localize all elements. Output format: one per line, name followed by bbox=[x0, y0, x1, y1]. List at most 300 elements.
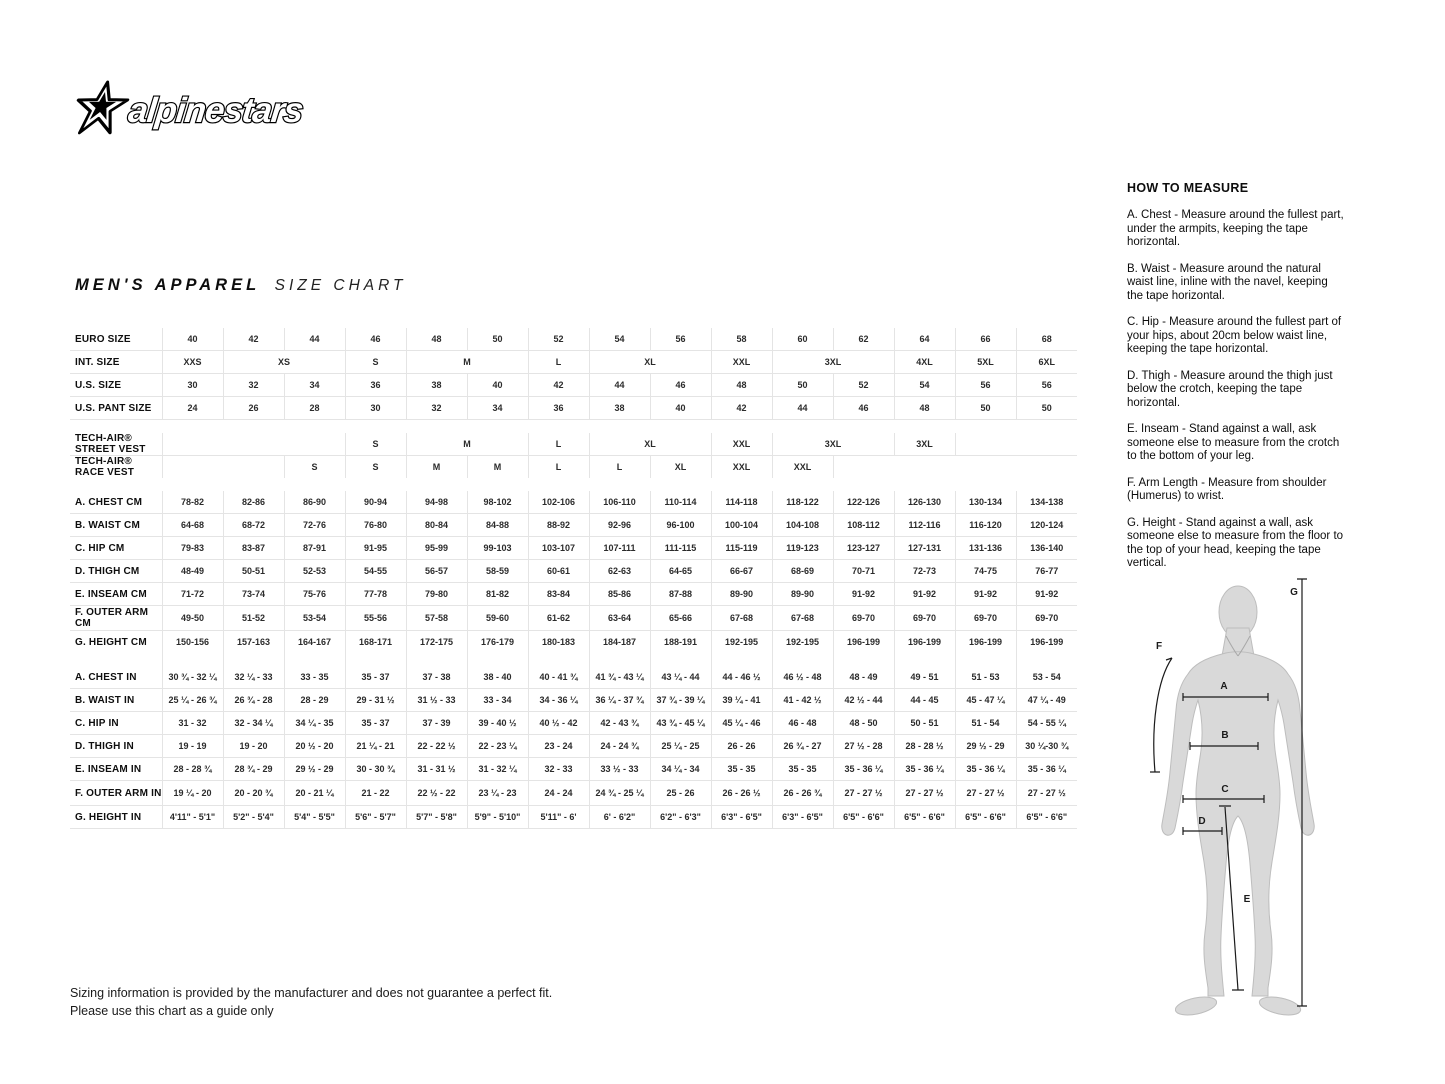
size-cell: 72-73 bbox=[894, 560, 955, 583]
how-to-measure-heading: HOW TO MEASURE bbox=[1127, 181, 1249, 195]
size-cell: XS bbox=[223, 351, 345, 374]
size-cell: 33 - 34 bbox=[467, 689, 528, 712]
size-table-wrap bbox=[70, 328, 1078, 829]
row-label: B. WAIST IN bbox=[70, 689, 162, 712]
size-cell: 123-127 bbox=[833, 537, 894, 560]
table-row-b-waist-in bbox=[70, 689, 1077, 712]
size-cell: 55-56 bbox=[345, 606, 406, 631]
size-cell: 110-114 bbox=[650, 491, 711, 514]
size-cell: 63-64 bbox=[589, 606, 650, 631]
size-cell: 39 - 40 ½ bbox=[467, 712, 528, 735]
size-cell: 35 - 35 bbox=[772, 758, 833, 781]
figure-label-g: G bbox=[1290, 587, 1298, 598]
row-label: E. INSEAM IN bbox=[70, 758, 162, 781]
figure-label-e: E bbox=[1243, 894, 1251, 905]
gap-cell bbox=[650, 653, 711, 666]
size-cell: 34 - 36 ¼ bbox=[528, 689, 589, 712]
size-cell: 66-67 bbox=[711, 560, 772, 583]
size-cell: 42 bbox=[223, 328, 284, 351]
size-cell: 34 ¼ - 35 bbox=[284, 712, 345, 735]
size-cell: 6'3" - 6'5" bbox=[711, 806, 772, 829]
gap-cell bbox=[894, 653, 955, 666]
size-cell: 44 bbox=[772, 397, 833, 420]
size-cell: 68 bbox=[1016, 328, 1077, 351]
figure-label-d: D bbox=[1198, 816, 1206, 827]
size-cell: 42 - 43 ¾ bbox=[589, 712, 650, 735]
size-cell: 20 - 20 ¾ bbox=[223, 781, 284, 806]
size-cell: 72-76 bbox=[284, 514, 345, 537]
size-cell: 126-130 bbox=[894, 491, 955, 514]
row-label: EURO SIZE bbox=[70, 328, 162, 351]
size-cell: 37 - 38 bbox=[406, 666, 467, 689]
blank-cell bbox=[955, 433, 1077, 456]
table-gap-row bbox=[70, 420, 1077, 434]
size-cell: 6XL bbox=[1016, 351, 1077, 374]
size-cell: 90-94 bbox=[345, 491, 406, 514]
size-cell: XL bbox=[589, 351, 711, 374]
size-cell: 28 - 28 ¾ bbox=[162, 758, 223, 781]
size-cell: 192-195 bbox=[711, 631, 772, 654]
size-cell: 96-100 bbox=[650, 514, 711, 537]
size-cell: 58 bbox=[711, 328, 772, 351]
row-label: F. OUTER ARM CM bbox=[70, 606, 162, 631]
size-cell: 32 ¼ - 33 bbox=[223, 666, 284, 689]
size-cell: 3XL bbox=[894, 433, 955, 456]
size-cell: 40 ½ - 42 bbox=[528, 712, 589, 735]
size-cell: 89-90 bbox=[711, 583, 772, 606]
size-cell: 24 - 24 bbox=[528, 781, 589, 806]
size-cell: 120-124 bbox=[1016, 514, 1077, 537]
size-cell: 28 - 28 ½ bbox=[894, 735, 955, 758]
size-cell: 36 bbox=[528, 397, 589, 420]
size-cell: 35 - 37 bbox=[345, 666, 406, 689]
size-cell: 106-110 bbox=[589, 491, 650, 514]
size-cell: 31 - 31 ½ bbox=[406, 758, 467, 781]
size-cell: 50 bbox=[955, 397, 1016, 420]
size-cell: 23 - 24 bbox=[528, 735, 589, 758]
size-cell: 58-59 bbox=[467, 560, 528, 583]
size-cell: 4'11" - 5'1" bbox=[162, 806, 223, 829]
size-cell: 84-88 bbox=[467, 514, 528, 537]
size-cell: 34 bbox=[284, 374, 345, 397]
size-cell: L bbox=[528, 351, 589, 374]
size-cell: 60-61 bbox=[528, 560, 589, 583]
size-cell: 20 ½ - 20 bbox=[284, 735, 345, 758]
size-cell: 34 bbox=[467, 397, 528, 420]
size-cell: 26 bbox=[223, 397, 284, 420]
logo-star-icon bbox=[72, 82, 132, 133]
arm-measure-curve bbox=[1150, 658, 1172, 772]
size-cell: 50 bbox=[467, 328, 528, 351]
gap-cell bbox=[467, 653, 528, 666]
size-cell: 180-183 bbox=[528, 631, 589, 654]
how-to-measure-panel bbox=[1127, 181, 1345, 584]
size-cell: 31 - 32 ¼ bbox=[467, 758, 528, 781]
size-cell: 30 bbox=[345, 397, 406, 420]
row-label: G. HEIGHT CM bbox=[75, 636, 147, 648]
size-cell: 61-62 bbox=[528, 606, 589, 631]
size-cell: 62 bbox=[833, 328, 894, 351]
size-cell: 54-55 bbox=[345, 560, 406, 583]
table-row-euro-size bbox=[70, 328, 1077, 351]
row-label: F. OUTER ARM IN bbox=[70, 781, 162, 806]
size-cell: 50 bbox=[1016, 397, 1077, 420]
size-cell: 104-108 bbox=[772, 514, 833, 537]
table-row-c-hip-in bbox=[70, 712, 1077, 735]
size-cell: 69-70 bbox=[1016, 606, 1077, 631]
size-cell: 131-136 bbox=[955, 537, 1016, 560]
size-cell: 35 - 36 ¼ bbox=[894, 758, 955, 781]
size-cell: 35 - 36 ¼ bbox=[955, 758, 1016, 781]
row-label: D. THIGH CM bbox=[70, 560, 162, 583]
size-cell: 40 bbox=[467, 374, 528, 397]
size-cell: 4XL bbox=[894, 351, 955, 374]
size-cell: M bbox=[406, 351, 528, 374]
size-cell: XXL bbox=[711, 433, 772, 456]
disclaimer-line-1: Sizing information is provided by the manufacturer and does not guarantee a perfect fit. bbox=[70, 986, 553, 1000]
size-cell: 67-68 bbox=[772, 606, 833, 631]
table-gap-row bbox=[70, 653, 1077, 666]
size-cell: M bbox=[406, 456, 467, 479]
blank-cell bbox=[162, 433, 345, 456]
size-cell: 45 - 47 ¼ bbox=[955, 689, 1016, 712]
size-cell: 95-99 bbox=[406, 537, 467, 560]
size-cell: 38 - 40 bbox=[467, 666, 528, 689]
row-label: U.S. PANT SIZE bbox=[70, 397, 162, 420]
size-cell: 91-92 bbox=[894, 583, 955, 606]
size-cell: M bbox=[406, 433, 528, 456]
gap-cell bbox=[772, 653, 833, 666]
size-cell: 134-138 bbox=[1016, 491, 1077, 514]
size-cell: 60 bbox=[772, 328, 833, 351]
size-cell: 6'5" - 6'6" bbox=[955, 806, 1016, 829]
size-cell: 168-171 bbox=[345, 631, 406, 654]
row-label: C. HIP IN bbox=[70, 712, 162, 735]
size-cell: 19 - 19 bbox=[162, 735, 223, 758]
table-row-a-chest-cm bbox=[70, 491, 1077, 514]
size-cell: 192-195 bbox=[772, 631, 833, 654]
size-cell: 48 - 50 bbox=[833, 712, 894, 735]
size-cell: 44 bbox=[284, 328, 345, 351]
size-cell: 77-78 bbox=[345, 583, 406, 606]
size-cell: 28 ¾ - 29 bbox=[223, 758, 284, 781]
size-cell: 196-199 bbox=[955, 631, 1016, 654]
measure-instruction-hip: C. Hip - Measure around the fullest part of your hips, about 20cm below waist line, keeping the tape horizontal. bbox=[1127, 316, 1342, 355]
size-cell: XXL bbox=[711, 456, 772, 479]
size-cell: L bbox=[528, 433, 589, 456]
size-cell: 46 bbox=[833, 397, 894, 420]
size-cell: 91-92 bbox=[1016, 583, 1077, 606]
size-cell: 51 - 53 bbox=[955, 666, 1016, 689]
table-row-e-inseam-cm bbox=[70, 583, 1077, 606]
size-cell: 38 bbox=[406, 374, 467, 397]
size-cell: 27 - 27 ½ bbox=[955, 781, 1016, 806]
size-cell: 31 ½ - 33 bbox=[406, 689, 467, 712]
size-cell: 5'7" - 5'8" bbox=[406, 806, 467, 829]
size-cell: 87-91 bbox=[284, 537, 345, 560]
size-cell: 35 - 37 bbox=[345, 712, 406, 735]
size-cell: 6'2" - 6'3" bbox=[650, 806, 711, 829]
size-cell: M bbox=[467, 456, 528, 479]
size-cell: 88-92 bbox=[528, 514, 589, 537]
size-cell: 45 ¼ - 46 bbox=[711, 712, 772, 735]
size-cell: 29 ½ - 29 bbox=[284, 758, 345, 781]
row-label: B. WAIST CM bbox=[70, 514, 162, 537]
size-cell: 196-199 bbox=[1016, 631, 1077, 654]
size-cell: 107-111 bbox=[589, 537, 650, 560]
size-cell: 99-103 bbox=[467, 537, 528, 560]
size-cell: 81-82 bbox=[467, 583, 528, 606]
size-cell: 73-74 bbox=[223, 583, 284, 606]
row-label: TECH-AIR® RACE VEST bbox=[75, 456, 135, 478]
size-cell: 5'6" - 5'7" bbox=[345, 806, 406, 829]
gap-cell bbox=[223, 653, 284, 666]
gap-cell bbox=[162, 653, 223, 666]
size-cell: 46 ½ - 48 bbox=[772, 666, 833, 689]
disclaimer-line-2: Please use this chart as a guide only bbox=[70, 1003, 274, 1018]
size-cell: 46 - 48 bbox=[772, 712, 833, 735]
size-cell: 114-118 bbox=[711, 491, 772, 514]
size-cell: 54 bbox=[589, 328, 650, 351]
size-cell: 50 - 51 bbox=[894, 712, 955, 735]
size-cell: 38 bbox=[589, 397, 650, 420]
size-cell: 23 ¼ - 23 bbox=[467, 781, 528, 806]
size-cell: 83-84 bbox=[528, 583, 589, 606]
size-table bbox=[70, 328, 1077, 829]
size-cell: 50 bbox=[772, 374, 833, 397]
figure-label-f: F bbox=[1155, 641, 1163, 652]
size-cell: L bbox=[528, 456, 589, 479]
size-cell: 34 ¼ - 34 bbox=[650, 758, 711, 781]
figure-label-a: A bbox=[1220, 681, 1228, 692]
figure-label-b: B bbox=[1221, 730, 1229, 741]
size-cell: 130-134 bbox=[955, 491, 1016, 514]
size-cell: S bbox=[345, 433, 406, 456]
size-cell: 24 bbox=[162, 397, 223, 420]
size-cell: 111-115 bbox=[650, 537, 711, 560]
table-gap-row bbox=[70, 478, 1077, 491]
size-cell: 57-58 bbox=[406, 606, 467, 631]
size-cell: 6'5" - 6'6" bbox=[1016, 806, 1077, 829]
size-cell: 26 - 26 ½ bbox=[711, 781, 772, 806]
size-cell: 21 - 22 bbox=[345, 781, 406, 806]
size-cell: 30 bbox=[162, 374, 223, 397]
size-cell: 19 - 20 bbox=[223, 735, 284, 758]
size-cell: 66 bbox=[955, 328, 1016, 351]
size-cell: 53 - 54 bbox=[1016, 666, 1077, 689]
size-cell: S bbox=[284, 456, 345, 479]
size-cell: 48 bbox=[711, 374, 772, 397]
size-cell: 196-199 bbox=[894, 631, 955, 654]
size-cell: 56 bbox=[1016, 374, 1077, 397]
size-cell: 56 bbox=[650, 328, 711, 351]
size-cell: XL bbox=[589, 433, 711, 456]
gap-cell bbox=[406, 653, 467, 666]
size-cell: 122-126 bbox=[833, 491, 894, 514]
gap-cell bbox=[284, 653, 345, 666]
gap-cell bbox=[70, 478, 1077, 491]
size-cell: 62-63 bbox=[589, 560, 650, 583]
size-cell: 102-106 bbox=[528, 491, 589, 514]
title-primary: MEN'S APPAREL bbox=[75, 276, 261, 294]
size-cell: L bbox=[589, 456, 650, 479]
size-cell: 127-131 bbox=[894, 537, 955, 560]
size-cell: 53-54 bbox=[284, 606, 345, 631]
table-row-f-outer-arm-in bbox=[70, 781, 1077, 806]
gap-cell bbox=[70, 420, 1077, 434]
size-cell: 70-71 bbox=[833, 560, 894, 583]
size-cell: 69-70 bbox=[833, 606, 894, 631]
size-cell: 56 bbox=[955, 374, 1016, 397]
size-cell: 150-156 bbox=[162, 631, 223, 654]
gap-cell bbox=[955, 653, 1016, 666]
row-label: A. CHEST IN bbox=[70, 666, 162, 689]
row-label: C. HIP CM bbox=[70, 537, 162, 560]
size-cell: 52 bbox=[528, 328, 589, 351]
measure-instruction-chest: A. Chest - Measure around the fullest part, under the armpits, keeping the tape horizontal. bbox=[1127, 209, 1344, 248]
size-cell: 6' - 6'2" bbox=[589, 806, 650, 829]
size-cell: 79-83 bbox=[162, 537, 223, 560]
size-cell: 49 - 51 bbox=[894, 666, 955, 689]
size-cell: XXL bbox=[711, 351, 772, 374]
size-cell: 64 bbox=[894, 328, 955, 351]
size-cell: 27 - 27 ½ bbox=[833, 781, 894, 806]
size-cell: 68-69 bbox=[772, 560, 833, 583]
size-cell: 40 - 41 ¾ bbox=[528, 666, 589, 689]
size-cell: 5XL bbox=[955, 351, 1016, 374]
size-cell: 36 ¼ - 37 ¾ bbox=[589, 689, 650, 712]
size-cell: 56-57 bbox=[406, 560, 467, 583]
size-cell: 64-68 bbox=[162, 514, 223, 537]
size-cell: 115-119 bbox=[711, 537, 772, 560]
size-cell: 27 - 27 ½ bbox=[894, 781, 955, 806]
row-label: TECH-AIR® STREET VEST bbox=[70, 433, 162, 456]
size-cell: 64-65 bbox=[650, 560, 711, 583]
size-cell: 100-104 bbox=[711, 514, 772, 537]
size-cell: 46 bbox=[650, 374, 711, 397]
size-cell: 48 bbox=[894, 397, 955, 420]
size-cell: 35 - 35 bbox=[711, 758, 772, 781]
size-cell: 172-175 bbox=[406, 631, 467, 654]
size-cell: 37 ¾ - 39 ¼ bbox=[650, 689, 711, 712]
table-row-g-height-cm bbox=[70, 631, 1077, 654]
size-cell: 71-72 bbox=[162, 583, 223, 606]
size-cell: 27 - 27 ½ bbox=[1016, 781, 1077, 806]
table-row-tech-air-street-vest bbox=[70, 433, 1077, 456]
size-cell: 30 - 30 ¾ bbox=[345, 758, 406, 781]
size-cell: 22 - 22 ½ bbox=[406, 735, 467, 758]
size-cell: 6'5" - 6'6" bbox=[894, 806, 955, 829]
size-cell: 41 ¾ - 43 ¼ bbox=[589, 666, 650, 689]
size-cell: 48-49 bbox=[162, 560, 223, 583]
size-cell: 3XL bbox=[772, 351, 894, 374]
row-label: U.S. SIZE bbox=[70, 374, 162, 397]
size-cell: XXL bbox=[772, 456, 833, 479]
size-cell: 42 ½ - 44 bbox=[833, 689, 894, 712]
size-cell: 42 bbox=[528, 374, 589, 397]
size-cell: 48 bbox=[406, 328, 467, 351]
figure-foot-left bbox=[1174, 994, 1218, 1018]
size-cell: 184-187 bbox=[589, 631, 650, 654]
size-cell: 26 - 26 ¾ bbox=[772, 781, 833, 806]
gap-cell bbox=[711, 653, 772, 666]
size-cell: 41 - 42 ½ bbox=[772, 689, 833, 712]
size-cell: 35 - 36 ¼ bbox=[833, 758, 894, 781]
size-cell: 26 - 26 bbox=[711, 735, 772, 758]
size-cell: 69-70 bbox=[955, 606, 1016, 631]
figure-silhouette bbox=[1162, 586, 1314, 1018]
table-row-int-size bbox=[70, 351, 1077, 374]
size-cell: 76-80 bbox=[345, 514, 406, 537]
size-cell: 35 - 36 ¼ bbox=[1016, 758, 1077, 781]
size-cell: 6'3" - 6'5" bbox=[772, 806, 833, 829]
size-cell: 37 - 39 bbox=[406, 712, 467, 735]
size-cell: 33 - 35 bbox=[284, 666, 345, 689]
size-cell: 116-120 bbox=[955, 514, 1016, 537]
size-cell: 157-163 bbox=[223, 631, 284, 654]
size-cell: 43 ¼ - 44 bbox=[650, 666, 711, 689]
table-row-u-s-size bbox=[70, 374, 1077, 397]
size-cell: 52-53 bbox=[284, 560, 345, 583]
size-cell: 22 - 23 ¼ bbox=[467, 735, 528, 758]
size-cell: 51 - 54 bbox=[955, 712, 1016, 735]
blank-cell bbox=[833, 456, 1077, 479]
size-cell: 94-98 bbox=[406, 491, 467, 514]
figure-foot-right bbox=[1258, 994, 1302, 1018]
table-row-d-thigh-in bbox=[70, 735, 1077, 758]
size-cell: XXS bbox=[162, 351, 223, 374]
size-cell: 26 ¾ - 28 bbox=[223, 689, 284, 712]
size-cell: 5'2" - 5'4" bbox=[223, 806, 284, 829]
size-cell: S bbox=[345, 351, 406, 374]
size-cell: 28 bbox=[284, 397, 345, 420]
size-cell: 50-51 bbox=[223, 560, 284, 583]
size-cell: 48 - 49 bbox=[833, 666, 894, 689]
blank-cell bbox=[162, 456, 284, 479]
size-cell: 5'11" - 6' bbox=[528, 806, 589, 829]
row-label: D. THIGH IN bbox=[70, 735, 162, 758]
measure-instruction-waist: B. Waist - Measure around the natural waist line, inline with the navel, keeping the tape horizontal. bbox=[1127, 262, 1328, 302]
size-cell: 24 - 24 ¾ bbox=[589, 735, 650, 758]
size-cell: 98-102 bbox=[467, 491, 528, 514]
size-cell: 85-86 bbox=[589, 583, 650, 606]
size-cell: 25 ¼ - 25 bbox=[650, 735, 711, 758]
size-cell: 78-82 bbox=[162, 491, 223, 514]
table-row-f-outer-arm-cm bbox=[70, 606, 1077, 631]
size-cell: 83-87 bbox=[223, 537, 284, 560]
size-cell: 118-122 bbox=[772, 491, 833, 514]
size-cell: 87-88 bbox=[650, 583, 711, 606]
size-cell: 196-199 bbox=[833, 631, 894, 654]
size-cell: 89-90 bbox=[772, 583, 833, 606]
size-cell: 32 bbox=[406, 397, 467, 420]
body-figure bbox=[1148, 576, 1338, 1032]
size-cell: XL bbox=[650, 456, 711, 479]
size-cell: 67-68 bbox=[711, 606, 772, 631]
row-label: G. HEIGHT IN bbox=[70, 806, 162, 829]
measure-instruction-thigh: D. Thigh - Measure around the thigh just below the crotch, keeping the tape horizontal. bbox=[1127, 369, 1333, 409]
measure-instruction-inseam: E. Inseam - Stand against a wall, ask someone else to measure from the crotch to the bottom of your leg. bbox=[1127, 423, 1340, 462]
size-cell: 24 ¾ - 25 ¼ bbox=[589, 781, 650, 806]
size-cell: 136-140 bbox=[1016, 537, 1077, 560]
measure-instruction-height: G. Height - Stand against a wall, ask someone else to measure from the floor to the top of your head, keeping the tape vertical. bbox=[1127, 516, 1344, 569]
table-row-e-inseam-in bbox=[70, 758, 1077, 781]
size-cell: 43 ¾ - 45 ¼ bbox=[650, 712, 711, 735]
size-cell: 31 - 32 bbox=[162, 712, 223, 735]
size-cell: 80-84 bbox=[406, 514, 467, 537]
size-cell: 176-179 bbox=[467, 631, 528, 654]
size-cell: 52 bbox=[833, 374, 894, 397]
